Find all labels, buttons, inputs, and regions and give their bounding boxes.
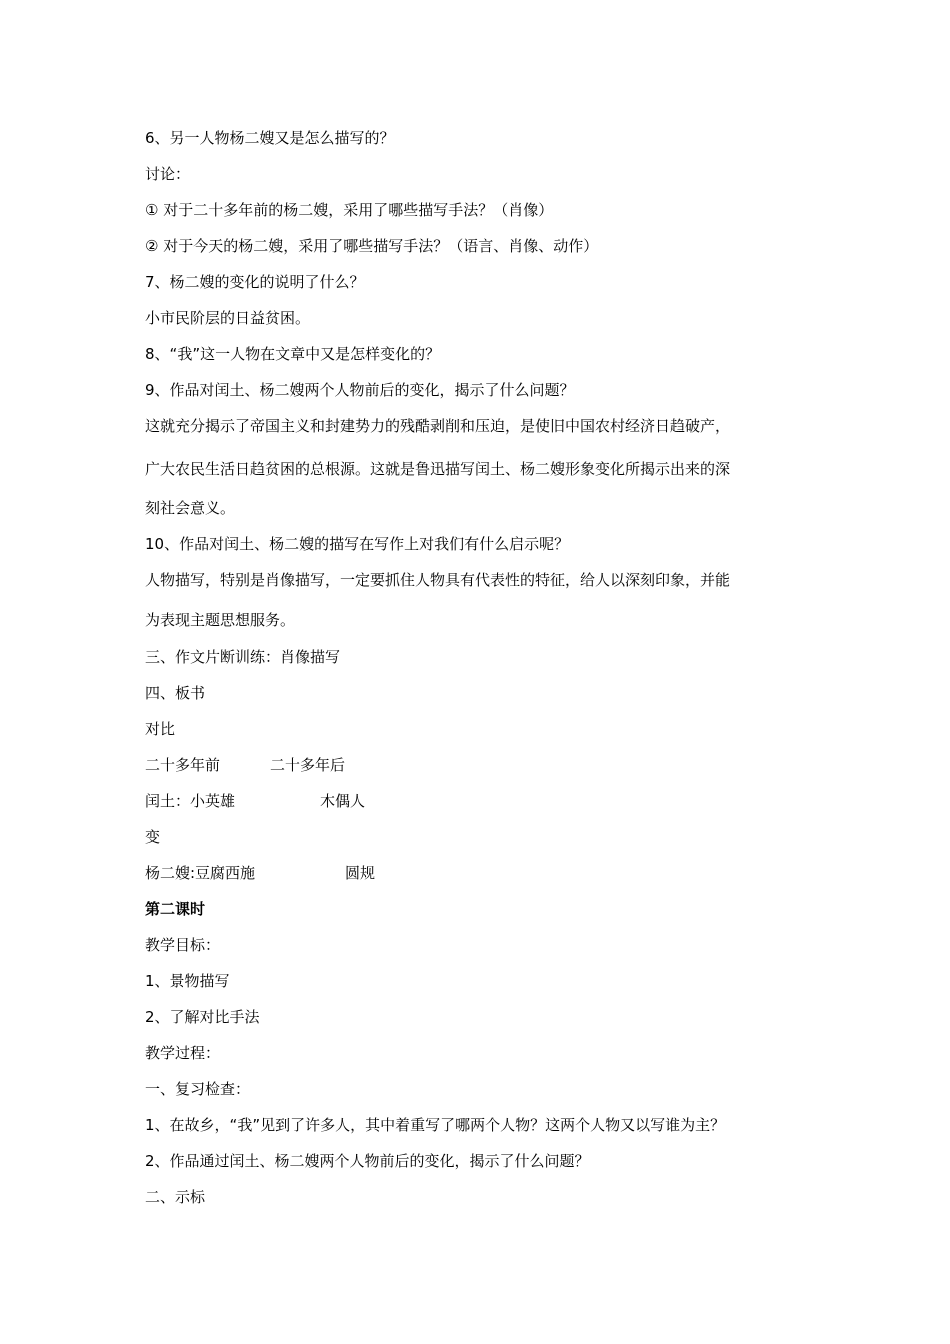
board-runtu-label: 闰土：小英雄 — [145, 792, 236, 810]
discussion-item-2: ② 对于今天的杨二嫂，采用了哪些描写手法？（语言、肖像、动作） — [145, 237, 599, 255]
board-runtu-row — [145, 791, 366, 811]
lesson-2-title: 第二课时 — [145, 900, 206, 918]
board-contrast: 对比 — [145, 720, 176, 738]
board-runtu-after: 木偶人 — [320, 792, 366, 810]
review-question-1: 1、在故乡，“我”见到了许多人，其中着重写了哪两个人物？这两个人物又以写谁为主？ — [145, 1116, 726, 1134]
goal-1: 1、景物描写 — [145, 972, 230, 990]
goal-2: 2、了解对比手法 — [145, 1008, 260, 1026]
answer-9-line-2: 广大农民生活日趋贫困的总根源。这就是鲁迅描写闰土、杨二嫂形象变化所揭示出来的深 — [145, 460, 731, 478]
question-8: 8、“我”这一人物在文章中又是怎样变化的？ — [145, 345, 441, 363]
section-4-heading: 四、板书 — [145, 684, 206, 702]
question-7: 7、杨二嫂的变化的说明了什么？ — [145, 273, 365, 291]
answer-7: 小市民阶层的日益贫困。 — [145, 309, 311, 327]
board-change: 变 — [145, 828, 161, 846]
discussion-item-1: ① 对于二十多年前的杨二嫂，采用了哪些描写手法？（肖像） — [145, 201, 554, 219]
discussion-label: 讨论： — [145, 165, 191, 183]
teaching-process-label: 教学过程： — [145, 1044, 221, 1062]
answer-10-line-2: 为表现主题思想服务。 — [145, 611, 296, 629]
section-2-heading: 二、示标 — [145, 1188, 206, 1206]
board-before: 二十多年前 — [145, 756, 221, 774]
teaching-goals-label: 教学目标： — [145, 936, 221, 954]
question-10: 10、作品对闰土、杨二嫂的描写在写作上对我们有什么启示呢？ — [145, 535, 570, 553]
answer-9-line-1: 这就充分揭示了帝国主义和封建势力的残酷剥削和压迫，是使旧中国农村经济日趋破产， — [145, 417, 731, 435]
question-9: 9、作品对闰土、杨二嫂两个人物前后的变化，揭示了什么问题？ — [145, 381, 575, 399]
board-yang-after: 圆规 — [345, 864, 376, 882]
section-3-heading: 三、作文片断训练：肖像描写 — [145, 648, 341, 666]
answer-10-line-1: 人物描写，特别是肖像描写，一定要抓住人物具有代表性的特征，给人以深刻印象，并能 — [145, 571, 731, 589]
board-yang-label: 杨二嫂:豆腐西施 — [145, 864, 256, 882]
answer-9-line-3: 刻社会意义。 — [145, 499, 236, 517]
review-question-2: 2、作品通过闰土、杨二嫂两个人物前后的变化，揭示了什么问题？ — [145, 1152, 590, 1170]
board-yang-row — [145, 863, 376, 883]
question-6: 6、另一人物杨二嫂又是怎么描写的？ — [145, 129, 395, 147]
review-heading: 一、复习检查： — [145, 1080, 251, 1098]
board-header-row — [145, 755, 346, 775]
board-after: 二十多年后 — [270, 756, 346, 774]
